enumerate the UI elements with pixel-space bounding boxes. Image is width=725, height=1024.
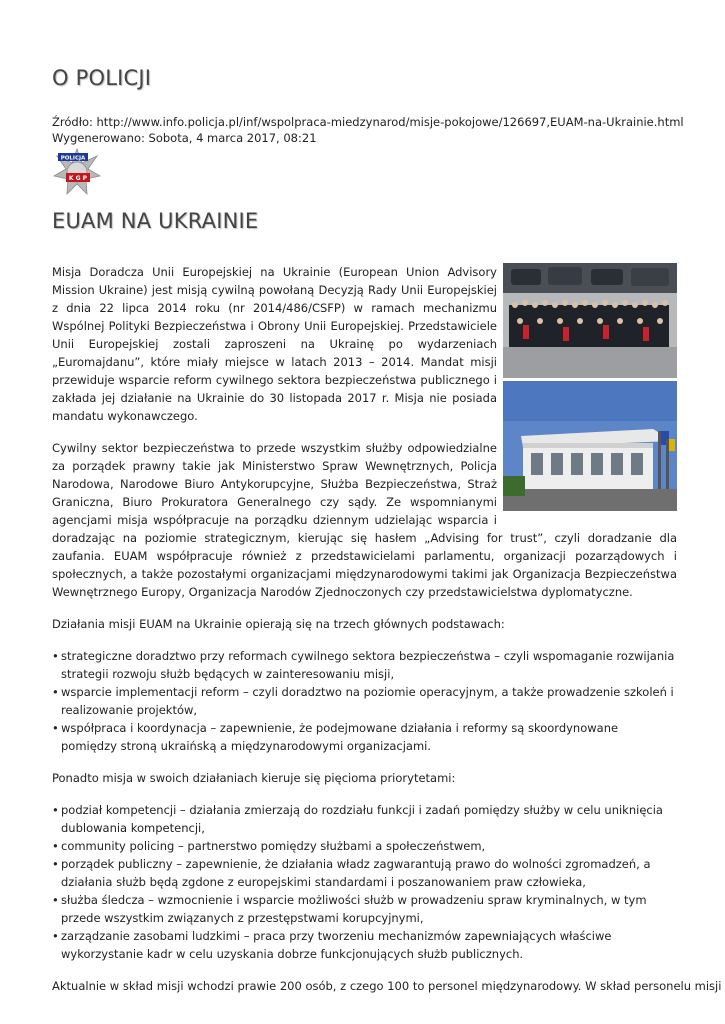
list-item: • współpraca i koordynacja – zapewnienie, że podejmowane działania i reformy są skoordynowane pomiędzy stroną ukraińską a międzynarodowymi organizacjami.: [61, 719, 677, 755]
paragraph: Ponadto misja w swoich działaniach kieruje się pięcioma priorytetami:: [52, 771, 456, 785]
list-item: • służba śledcza – wzmocnienie i wsparcie możliwości służb w prowadzeniu spraw kryminalnych, w tym przede wszystkim związanych z przestępstwami korupcyjnymi,: [61, 891, 677, 927]
paragraph: Działania misji EUAM na Ukrainie opierają się na trzech głównych podstawach:: [52, 617, 505, 631]
article-title: EUAM NA UKRAINIE: [52, 209, 259, 233]
photo-column: [503, 263, 677, 511]
generated-line: Wygenerowano: Sobota, 4 marca 2017, 08:21: [52, 131, 317, 145]
pillars-list: [52, 647, 677, 755]
document-meta: [52, 114, 684, 146]
article-body: [52, 263, 722, 1009]
priorities-list: [52, 801, 677, 963]
list-item: • community policing – partnerstwo pomiędzy służbami a społeczeństwem,: [61, 837, 677, 855]
logo-bottom-text: K G P: [68, 175, 88, 182]
list-item: • podział kompetencji – działania zmierzają do rozdziału funkcji i zadań pomiędzy służby w celu uniknięcia dublowania kompetencji,: [61, 801, 677, 837]
list-item: • porządek publiczny – zapewnienie, że działania władz zagwarantują prawo do wolności zgromadzeń, a działania służb będą zgdone z europejskimi standardami i poszanowaniem praw człowieka,: [61, 855, 677, 891]
list-item: • zarządzanie zasobami ludzkimi – praca przy tworzeniu mechanizmów zapewniających właściwe wykorzystanie kadr w celu uzyskania dobrze funkcjonujących służb publicznych.: [61, 927, 677, 963]
list-item: • strategiczne doradztwo przy reformach cywilnego sektora bezpieczeństwa – czyli wspomaganie rozwijania strategii rozwoju służb będących w zainteresowaniu misji,: [61, 647, 677, 683]
paragraph: Misja Doradcza Unii Europejskiej na Ukrainie (European Union Advisory Mission Ukraine) jest misją cywilną powołaną Decyzją Rady Unii Europejskiej z dnia 22 lipca 2014 roku (nr 2014/486/CSFP) w ramach mechanizmu Wspólnej Polityki Bezpieczeństwa i Obrony Unii Europejskiej. Przedstawiciele Unii Europejskiej zostali zaproszeni na Ukrainę po wydarzeniach „Euromajdanu”, które miały miejsce w latach 2013 – 2014. Mandat misji przewiduje wsparcie reform cywilnego sektora bezpieczeństwa publicznego i zakłada jej działanie na Ukrainie do 30 listopada 2017 r. Misja nie posiada mandatu wykonawczego.: [52, 265, 497, 423]
group-photo-icon: [503, 263, 677, 378]
source-line: Źródło: http://www.info.policja.pl/inf/wspolpraca-miedzynarod/misje-pokojowe/126697,EUAM-na-Ukrainie.html: [52, 115, 684, 129]
list-item: • wsparcie implementacji reform – czyli doradztwo na poziomie operacyjnym, a także prowadzenie szkoleń i realizowanie projektów,: [61, 683, 677, 719]
section-title: O POLICJI: [52, 66, 152, 90]
police-star-badge-icon: [52, 146, 102, 196]
logo-top-text: POLICJA: [60, 155, 86, 162]
paragraph: Aktualnie w skład misji wchodzi prawie 200 osób, z czego 100 to personel międzynarodowy. W skład personelu misji: [52, 979, 722, 993]
paragraph: Cywilny sektor bezpieczeństwa to przede wszystkim służby odpowiedzialne za porządek prawny takie jak Ministerstwo Spraw Wewnętrznych, Policja Narodowa, Narodowe Biuro Antykorupcyjne, Służba Bezpieczeństwa, Straż Graniczna, Biuro Prokuratora Generalnego czy sądy. Ze wspomnianymi agencjami misja współpracuje na porządku dziennym udzielając wsparcia i doradzając na poziomie strategicznym, kierując się hasłem „Advising for trust”, czyli doradzanie dla zaufania. EUAM współpracuje również z przedstawicielami parlamentu, organizacji pozarządowych i społecznych, a także pozostałymi organizacjami międzynarodowymi takimi jak Organizacja Bezpieczeństwa Wewnętrznego Europy, Organizacja Narodów Zjednoczonych czy przedstawicielstwa dyplomatyczne.: [52, 441, 677, 599]
building-photo-icon: [503, 381, 677, 511]
